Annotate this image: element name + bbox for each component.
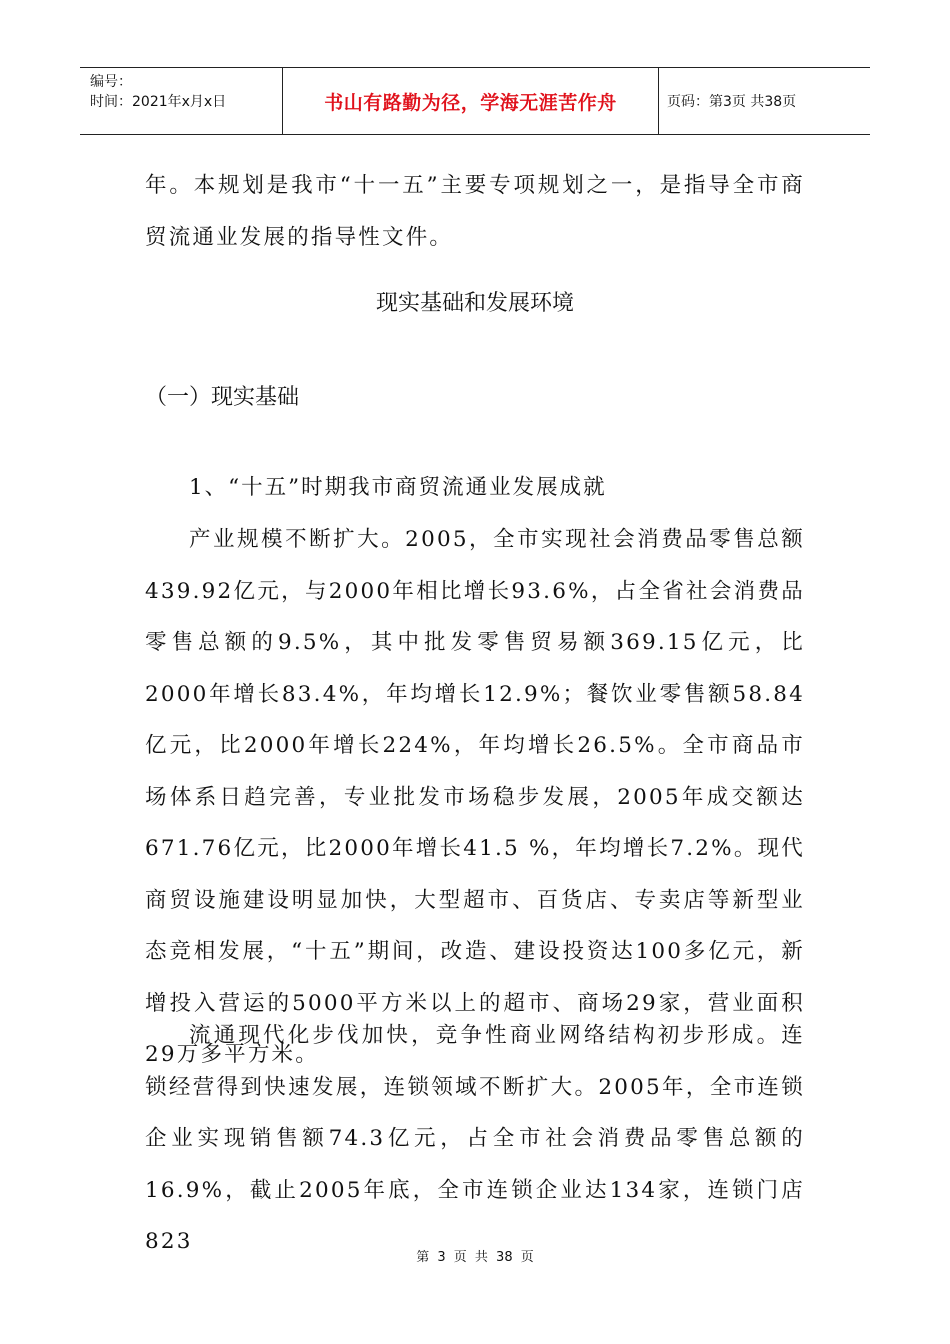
subsection-title: （一）现实基础: [145, 385, 300, 410]
page-footer: 第 3 页 共 38 页: [416, 1250, 534, 1265]
header-page-cell: [659, 68, 870, 134]
page-header: [80, 67, 870, 135]
motto-text: 书山有路勤为径，学海无涯苦作舟: [324, 91, 617, 114]
header-motto-cell: [283, 68, 659, 134]
section-title: 现实基础和发展环境: [375, 291, 574, 316]
header-meta-cell: [80, 68, 283, 134]
body-paragraph-2: 流通现代化步伐加快，竞争性商业网络结构初步形成。连锁经营得到快速发展，连锁领域不断扩大。2005年，全市连锁企业实现销售额74.3亿元，占全市社会消费品零售总额的16.9%，截止2005年底，全市连锁企业达134家，连锁门店823: [145, 1023, 805, 1254]
intro-paragraph: 年。本规划是我市“十一五”主要专项规划之一，是指导全市商贸流通业发展的指导性文件。: [145, 173, 805, 250]
item-title: 1、“十五”时期我市商贸流通业发展成就: [189, 475, 607, 500]
date-line: 时间：2021年x月x日: [90, 94, 227, 110]
doc-number-label: 编号：: [90, 74, 132, 90]
body-paragraph-1: 产业规模不断扩大。2005，全市实现社会消费品零售总额439.92亿元，与2000年相比增长93.6%，占全省社会消费品零售总额的9.5%，其中批发零售贸易额369.15亿元，比2000年增长83.4%，年均增长12.9%；餐饮业零售额58.84亿元，比2000年增长224%，年均增长26.5%。全市商品市场体系日趋完善，专业批发市场稳步发展，2005年成交额达671.76亿元，比2000年增长41.5 %，年均增长7.2%。现代商贸设施建设明显加快，大型超市、百货店、专卖店等新型业态竞相发展，“十五”期间，改造、建设投资达100多亿元，新增投入营运的5000平方米以上的超市、商场29家，营业面积29万多平方米。: [145, 527, 805, 1067]
page-info: 页码：第3页 共38页: [667, 94, 797, 110]
